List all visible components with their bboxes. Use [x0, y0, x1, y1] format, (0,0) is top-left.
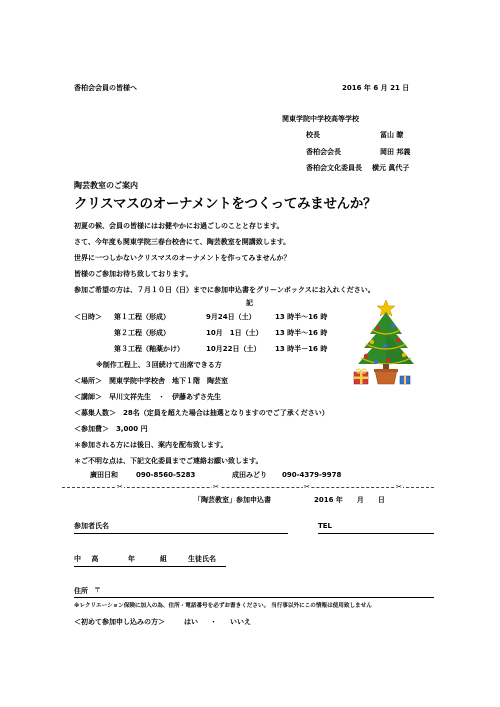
- participant-name-field[interactable]: [74, 533, 288, 534]
- scissors-icon: ✂: [117, 483, 123, 491]
- body-line: 初夏の候、会員の皆様にはお健やかにお過ごしのことと存じます。: [74, 222, 284, 230]
- participant-label: 参加者氏名: [74, 522, 109, 530]
- form-title: 「陶芸教室」参加申込書: [194, 496, 271, 504]
- detail-line: ＜募集人数＞ 28名（定員を超えた場合は抽選となりますのでご了承ください）: [74, 409, 329, 417]
- body-line: さて、今年度も関東学院三春台校舎にて、陶芸教室を開講致します。: [74, 238, 291, 246]
- contact-name: 廣田日和: [90, 471, 118, 479]
- schedule-row-time: 13 時半～16 時: [275, 329, 328, 337]
- tel-label: TEL: [318, 522, 333, 530]
- school-name: 関東学院中学校高等学校: [282, 115, 359, 123]
- schedule-row-name: 第１工程（形成）: [114, 313, 170, 321]
- schedule-note: ※制作工程上、３回続けて出席できる方: [96, 361, 222, 369]
- detail-line: ＊参加される方には後日、案内を配布致します。: [74, 441, 228, 449]
- no-option[interactable]: いいえ: [230, 618, 251, 626]
- contact-name: 成田みどり: [232, 471, 267, 479]
- gift-ribbon: [354, 377, 368, 380]
- signatory-role: 校長: [306, 131, 320, 139]
- yes-option[interactable]: はい: [184, 618, 198, 626]
- privacy-note: ※レクリエーション保険に加入の為、住所・電話番号を必ずお書きください。 当行事以外にこの情報は使用致しません: [74, 603, 372, 609]
- flower-pot: [375, 370, 397, 384]
- detail-line: ＜講師＞ 早川文祥先生 ・ 伊藤あずさ先生: [74, 393, 221, 401]
- ornament: [374, 360, 378, 364]
- student-info-field[interactable]: [74, 566, 226, 567]
- schedule-row-name: 第３工程（釉薬かけ）: [114, 345, 184, 353]
- tel-field[interactable]: [318, 533, 434, 534]
- address-label: 住所: [74, 587, 88, 595]
- ornament: [376, 326, 380, 330]
- document-date: 2016 年 6 月 21 日: [342, 84, 410, 92]
- christmas-tree-illustration: [348, 300, 418, 388]
- detail-line: ＜場所＞ 関東学院中学校舎 地下１階 陶芸室: [74, 377, 228, 385]
- recipient-line: 香柏会会員の皆様へ: [74, 84, 137, 92]
- address-field[interactable]: [74, 597, 434, 598]
- schedule-row-date: 10月22日（土）: [206, 345, 261, 353]
- signatory-name: 横元 眞代子: [372, 164, 410, 172]
- schedule-row-date: 9月24日（土）: [206, 313, 256, 321]
- detail-line: ＊ご不明な点は、下記文化委員までご連絡お願い致します。: [74, 457, 263, 465]
- schedule-row-time: 13 時半－16 時: [275, 345, 328, 353]
- scissors-icon: ✂: [396, 483, 402, 491]
- grade-label: 年: [128, 555, 135, 563]
- schedule-row-date: 10月 1日（土）: [206, 329, 263, 337]
- student-name-label: 生徒氏名: [188, 555, 216, 563]
- ornament: [386, 358, 390, 362]
- schedule-row-time: 13 時半～16 時: [275, 313, 328, 321]
- contact-tel: 090-4379-9978: [282, 471, 342, 479]
- intro-label: 陶芸教室のご案内: [74, 181, 138, 190]
- contact-tel: 090-8560-5283: [136, 471, 196, 479]
- ornament: [383, 344, 387, 348]
- signatory-name: 岡田 邦義: [380, 148, 411, 156]
- scissors-icon: ✂: [304, 483, 310, 491]
- pot-rim: [374, 369, 398, 372]
- ki-mark: 記: [246, 299, 253, 307]
- first-time-question: ＜初めて参加申し込みの方＞: [74, 618, 165, 626]
- form-date-line: 2016 年 月 日: [314, 496, 385, 504]
- signatory-role: 香柏会会長: [306, 148, 341, 156]
- body-line: 世界に一つしかないクリスマスのオーナメントを作ってみませんか？: [74, 254, 291, 262]
- schedule-label: ＜日時＞: [74, 313, 102, 321]
- class-label: 組: [160, 555, 167, 563]
- body-line: 参加ご希望の方は、７月１０日（日）までに参加申込書をグリーンボックスにお入れください。: [74, 286, 375, 294]
- detail-line: ＜参加費＞ 3,000 円: [74, 425, 148, 433]
- page-title: クリスマスのオーナメントをつくってみませんか？: [74, 196, 377, 212]
- ornament: [370, 340, 374, 344]
- gift-ribbon: [404, 376, 406, 384]
- body-line: 皆様のご参加お待ち致しております。: [74, 270, 193, 278]
- ornament: [364, 354, 368, 358]
- option-separator: ・: [210, 618, 217, 626]
- ornament: [391, 324, 395, 328]
- scissors-icon: ✂: [213, 483, 219, 491]
- postal-mark: 〒: [94, 586, 101, 594]
- ornament: [396, 338, 400, 342]
- ornament: [402, 353, 406, 357]
- school-level-label: 中 高: [74, 555, 103, 563]
- signatory-name: 冨山 瞭: [380, 131, 404, 139]
- signatory-role: 香柏会文化委員長: [306, 164, 362, 172]
- schedule-row-name: 第２工程（形成）: [114, 329, 170, 337]
